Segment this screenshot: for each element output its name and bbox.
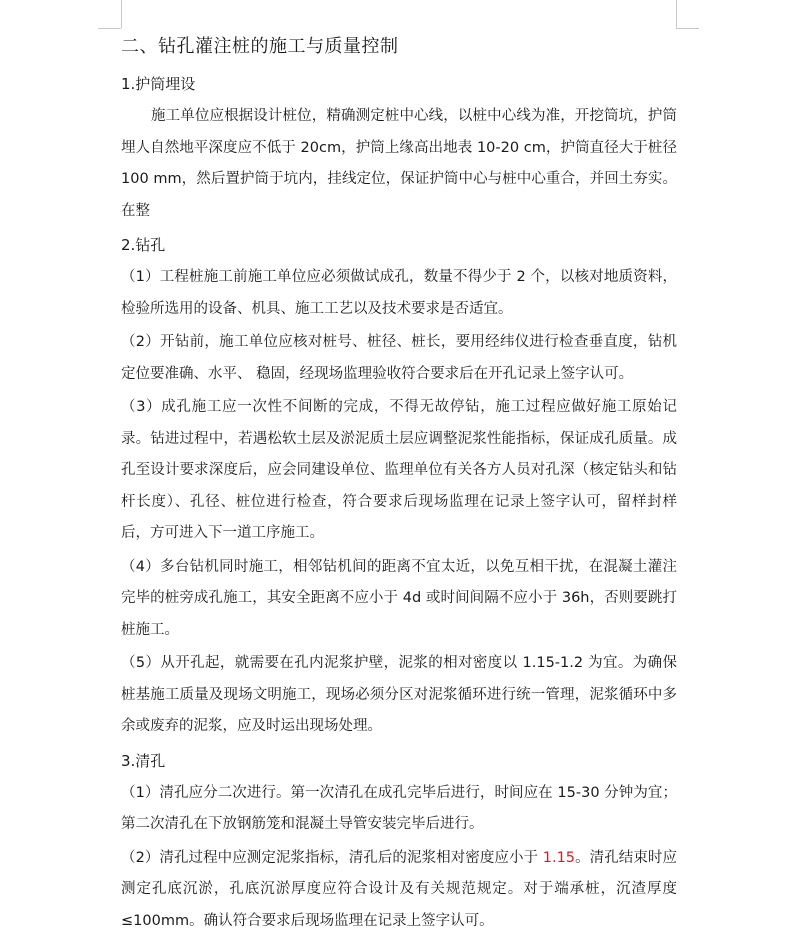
- section-title-drilling: 2.钻孔: [121, 236, 166, 254]
- paragraph-drilling-5: （5）从开孔起，就需要在孔内泥浆护壁，泥浆的相对密度以 1.15-1.2 为宜。为确保桩基施工质量及现场文明施工，现场必须分区对泥浆循环进行统一管理，泥浆循环中多余或废弃的泥浆，应及时运出现场处理。: [121, 655, 677, 734]
- paragraph-cleaning-2: [121, 843, 677, 938]
- crop-mark-top-right-horizontal: [676, 28, 699, 29]
- crop-mark-top-right-vertical: [676, 0, 677, 28]
- document-heading: 二、钻孔灌注桩的施工与质量控制: [121, 36, 399, 57]
- paragraph-cleaning-2-end: 。清孔结束时应测定孔底沉淤，孔底沉淤厚度应符合设计及有关规范规定。对于端承桩，沉渣厚度≤100mm。确认符合要求后现场监理在记录上签字认可。: [121, 849, 677, 929]
- paragraph-cleaning-2-start: （2）清孔过程中应测定泥浆指标，清孔后的泥浆相对密度应小于: [121, 849, 543, 866]
- paragraph-casing: 施工单位应根据设计桩位，精确测定桩中心线，以桩中心线为准，开挖筒坑，护筒埋人自然地平深度应不低于 20cm，护筒上缘高出地表 10-20 cm，护筒直径大于桩径 100 mm，然后置护筒于坑内，挂线定位，保证护筒中心与桩中心重合，并回土夯实。在整: [121, 108, 677, 219]
- paragraph-drilling-3: （3）成孔施工应一次性不间断的完成，不得无故停钻，施工过程应做好施工原始记录。钻进过程中，若遇松软土层及淤泥质土层应调整泥浆性能指标，保证成孔质量。成孔至设计要求深度后，应会同建设单位、监理单位有关各方人员对孔深（核定钻头和钻杆长度）、孔径、桩位进行检查，符合要求后现场监理在记录上签字认可，留样封样后，方可进入下一道工序施工。: [121, 399, 677, 541]
- highlighted-density-value: 1.15: [542, 849, 576, 866]
- document-body: [121, 30, 677, 939]
- section-title-casing: 1.护筒埋设: [121, 75, 196, 93]
- paragraph-cleaning-1: （1）清孔应分二次进行。第一次清孔在成孔完毕后进行，时间应在 15-30 分钟为宜；第二次清孔在下放钢筋笼和混凝土导管安装完毕后进行。: [121, 784, 677, 832]
- crop-mark-top-left-horizontal: [98, 28, 121, 29]
- paragraph-drilling-2: （2）开钻前，施工单位应核对桩号、桩径、桩长，要用经纬仪进行检查垂直度，钻机定位要准确、水平、 稳固，经现场监理验收符合要求后在开孔记录上签字认可。: [121, 334, 677, 382]
- paragraph-drilling-1: （1）工程桩施工前施工单位应必须做试成孔，数量不得少于 2 个，以核对地质资料，检验所选用的设备、机具、施工工艺以及技术要求是否适宜。: [121, 269, 677, 317]
- crop-mark-top-left-vertical: [121, 0, 122, 28]
- section-title-cleaning: 3.清孔: [121, 751, 166, 770]
- paragraph-drilling-4: （4）多台钻机同时施工，相邻钻机间的距离不宜太近，以免互相干扰，在混凝土灌注完毕的桩旁成孔施工，其安全距离不应小于 4d 或时间间隔不应小于 36h，否则要跳打桩施工。: [121, 558, 677, 638]
